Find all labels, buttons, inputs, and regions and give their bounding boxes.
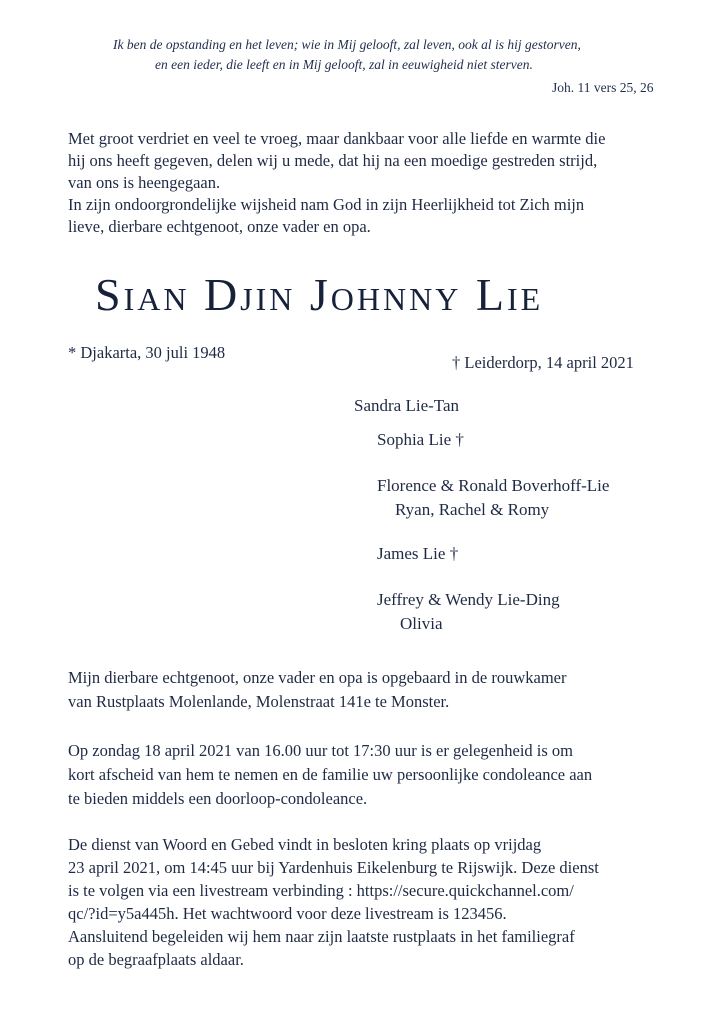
intro-line-1: Met groot verdriet en veel te vroeg, maar dankbaar voor alle liefde en warmte die [68, 129, 606, 148]
service-line-2: 23 april 2021, om 14:45 uur bij Yardenhuis Eikelenburg te Rijswijk. Deze dienst [68, 858, 599, 877]
condolence-line-1: Op zondag 18 april 2021 van 16.00 uur tot 17:30 uur is er gelegenheid is om [68, 741, 573, 760]
service-line-5: Aansluitend begeleiden wij hem naar zijn laatste rustplaats in het familiegraf [68, 927, 575, 946]
family-member: James Lie † [377, 544, 459, 563]
family-member: Florence & Ronald Boverhoff-Lie [377, 476, 610, 495]
death-date: † Leiderdorp, 14 april 2021 [452, 353, 634, 372]
deceased-name: Sian Djin Johnny Lie [95, 269, 544, 320]
viewing-line-1: Mijn dierbare echtgenoot, onze vader en opa is opgebaard in de rouwkamer [68, 668, 567, 687]
intro-line-3: van ons is heengegaan. [68, 173, 221, 192]
bible-quote-line-1: Ik ben de opstanding en het leven; wie in Mij gelooft, zal leven, ook al is hij gestorven, [113, 37, 581, 52]
condolence-line-2: kort afscheid van hem te nemen en de familie uw persoonlijke condoleance aan [68, 765, 593, 784]
family-member-spouse: Sandra Lie-Tan [354, 396, 460, 415]
condolence-line-3: te bieden middels een doorloop-condoleance. [68, 789, 368, 808]
intro-line-2: hij ons heeft gegeven, delen wij u mede, dat hij na een moedige gestreden strijd, [68, 151, 598, 170]
intro-line-4: In zijn ondoorgrondelijke wijsheid nam God in zijn Heerlijkheid tot Zich mijn [68, 195, 585, 214]
bible-quote-line-2: en een ieder, die leeft en in Mij gelooft, zal in eeuwigheid niet sterven. [155, 57, 533, 72]
family-grandchildren: Olivia [400, 614, 443, 633]
birth-date: * Djakarta, 30 juli 1948 [68, 343, 226, 362]
service-line-1: De dienst van Woord en Gebed vindt in besloten kring plaats op vrijdag [68, 835, 542, 854]
family-member: Sophia Lie † [377, 430, 464, 449]
service-line-3: is te volgen via een livestream verbinding : https://secure.quickchannel.com/ [68, 881, 574, 900]
viewing-line-2: van Rustplaats Molenlande, Molenstraat 141e te Monster. [68, 692, 450, 711]
service-line-4: qc/?id=y5a445h. Het wachtwoord voor deze livestream is 123456. [68, 904, 507, 923]
family-grandchildren: Ryan, Rachel & Romy [395, 500, 550, 519]
service-line-6: op de begraafplaats aldaar. [68, 950, 244, 969]
intro-line-5: lieve, dierbare echtgenoot, onze vader en opa. [68, 217, 371, 236]
bible-reference: Joh. 11 vers 25, 26 [552, 80, 654, 95]
family-member: Jeffrey & Wendy Lie-Ding [377, 590, 560, 609]
